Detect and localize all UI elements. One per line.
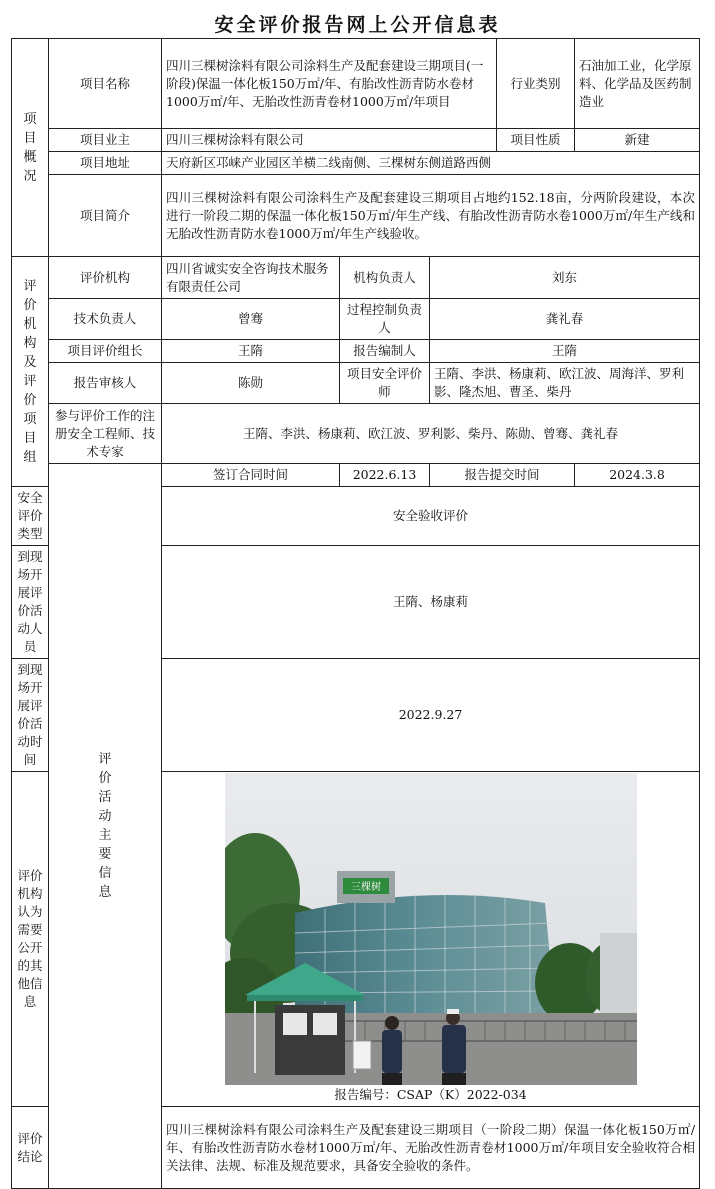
value-owner: 四川三棵树涂料有限公司 [162, 129, 497, 152]
photo-caption: 报告编号：CSAP（K）2022-034 [334, 1087, 527, 1102]
value-process-head: 龚礼春 [430, 299, 700, 340]
label-safety-assessor: 项目安全评价师 [340, 363, 430, 404]
value-experts: 王隋、李洪、杨康莉、欧江波、罗利影、柴丹、陈勋、曾骞、龚礼春 [162, 404, 700, 464]
value-safety-assessor: 王隋、李洪、杨康莉、欧江波、周海洋、罗利影、隆杰旭、曹圣、柴丹 [430, 363, 700, 404]
value-onsite-staff: 王隋、杨康莉 [162, 546, 700, 659]
value-project-name: 四川三棵树涂料有限公司涂料生产及配套建设三期项目(一阶段)保温一体化板150万㎡/年、有胎改性沥青防水卷材1000万㎡/年、无胎改性沥青卷材1000万㎡/年项目 [162, 39, 497, 129]
value-conclusion: 四川三棵树涂料有限公司涂料生产及配套建设三期项目（一阶段二期）保温一体化板150万㎡/年、有胎改性沥青防水卷材1000万㎡/年、无胎改性沥青卷材1000万㎡/年项目安全验收符合相关法律、法规、标准及规范要求，具备安全验收的条件。 [162, 1107, 700, 1189]
value-contract-time: 2022.6.13 [340, 464, 430, 487]
section-overview: 项目概况 [12, 39, 49, 257]
label-conclusion: 评价结论 [12, 1107, 49, 1189]
label-industry: 行业类别 [497, 39, 575, 129]
label-nature: 项目性质 [497, 129, 575, 152]
label-other-info: 评价机构认为需要公开的其他信息 [12, 772, 49, 1107]
value-nature: 新建 [575, 129, 700, 152]
label-team-leader: 项目评价组长 [49, 340, 162, 363]
value-submit-time: 2024.3.8 [575, 464, 700, 487]
value-reviewer: 陈勋 [162, 363, 340, 404]
label-address: 项目地址 [49, 152, 162, 175]
value-industry: 石油加工业，化学原料、化学品及医药制造业 [575, 39, 700, 129]
info-table [11, 38, 700, 1189]
site-photo [225, 773, 637, 1085]
label-onsite-staff: 到现场开展评价活动人员 [12, 546, 49, 659]
label-experts: 参与评价工作的注册安全工程师、技术专家 [49, 404, 162, 464]
photo-cell [162, 772, 700, 1107]
label-onsite-time: 到现场开展评价活动时间 [12, 659, 49, 772]
building-sign-text: 三棵树 [350, 882, 381, 893]
value-team-leader: 王隋 [162, 340, 340, 363]
label-reviewer: 报告审核人 [49, 363, 162, 404]
label-agency: 评价机构 [49, 257, 162, 299]
section-activity: 评价活动主要信息 [49, 464, 162, 1189]
value-report-author: 王隋 [430, 340, 700, 363]
value-intro: 四川三棵树涂料有限公司涂料生产及配套建设三期项目占地约152.18亩，分两阶段建设，本次进行一阶段二期的保温一体化板150万㎡/年生产线、有胎改性沥青防水卷1000万㎡/年生产线和无胎改性沥青防水卷1000万㎡/年生产线验收。 [162, 175, 700, 257]
label-report-author: 报告编制人 [340, 340, 430, 363]
section-agency: 评价机构及评价项目组 [12, 257, 49, 487]
label-contract-time: 签订合同时间 [162, 464, 340, 487]
label-project-name: 项目名称 [49, 39, 162, 129]
label-tech-head: 技术负责人 [49, 299, 162, 340]
label-process-head: 过程控制负责人 [340, 299, 430, 340]
value-onsite-time: 2022.9.27 [162, 659, 700, 772]
label-eval-type: 安全评价类型 [12, 487, 49, 546]
value-eval-type: 安全验收评价 [162, 487, 700, 546]
label-submit-time: 报告提交时间 [430, 464, 575, 487]
value-agency: 四川省诚实安全咨询技术服务有限责任公司 [162, 257, 340, 299]
label-intro: 项目简介 [49, 175, 162, 257]
label-agency-head: 机构负责人 [340, 257, 430, 299]
value-agency-head: 刘东 [430, 257, 700, 299]
site-photo-drawing [225, 773, 637, 1085]
label-owner: 项目业主 [49, 129, 162, 152]
page-title: 安全评价报告网上公开信息表 [214, 14, 501, 36]
value-tech-head: 曾骞 [162, 299, 340, 340]
value-address: 天府新区邛崃产业园区羊横二线南侧、三棵树东侧道路西侧 [162, 152, 700, 175]
